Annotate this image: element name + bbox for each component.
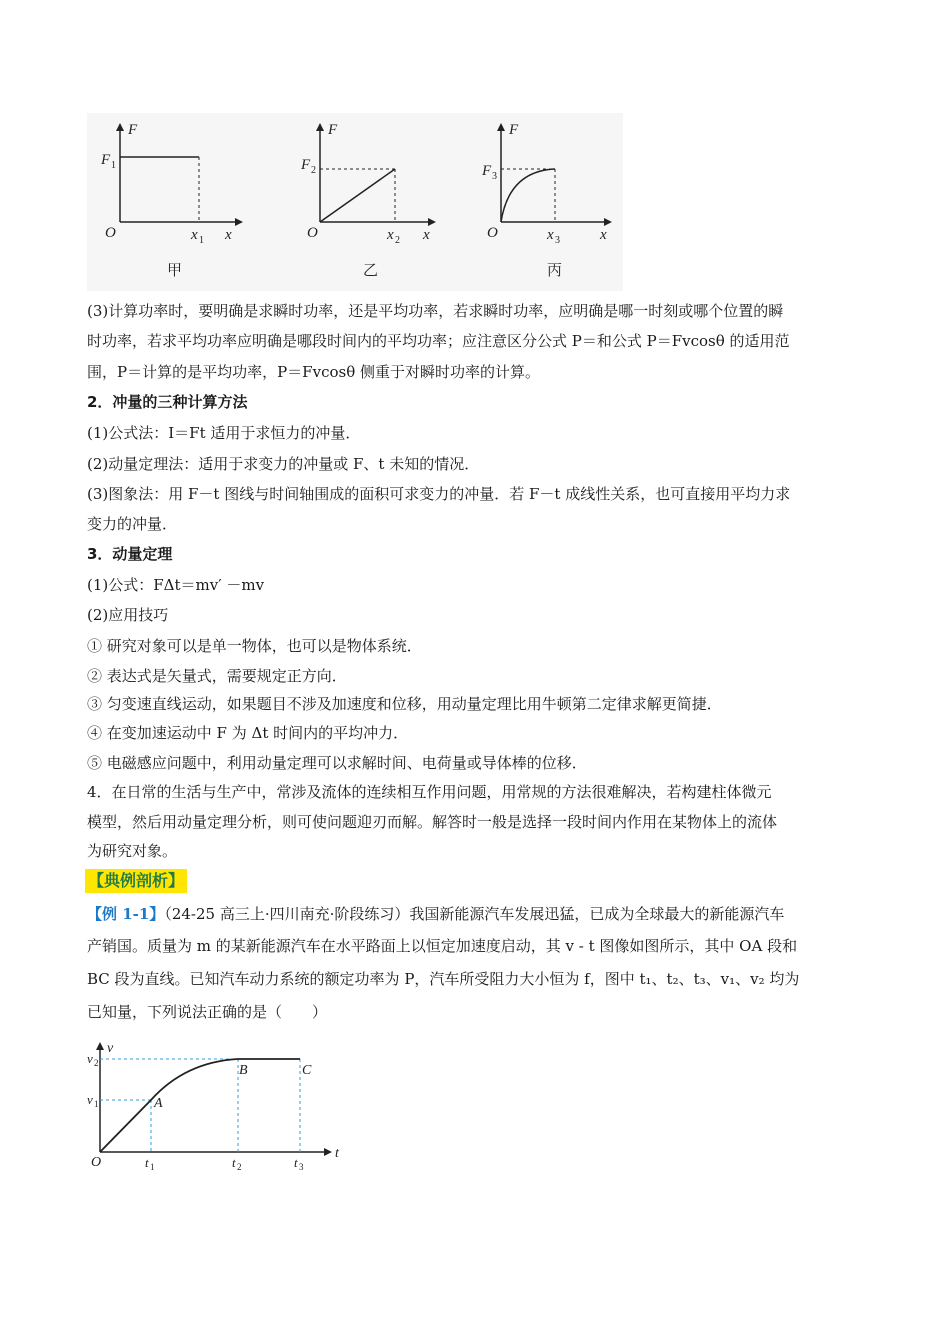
example-line-3: BC 段为直线。已知汽车动力系统的额定功率为 P，汽车所受阻力大小恒为 f，图中 t₁、t₂、t₃、v₁、v₂ 均为 bbox=[87, 970, 800, 988]
example-line-1 bbox=[87, 899, 784, 929]
v2-sub: 2 bbox=[94, 1058, 99, 1068]
axis-label-x: x bbox=[225, 227, 232, 243]
vt-graph-svg bbox=[85, 1040, 345, 1175]
method-graph-line-1: (3)图象法：用 F－t 图线与时间轴围成的面积可求变力的冲量．若 F－t 成线性关系，也可直接用平均力求 bbox=[87, 485, 791, 503]
point-b-label: B bbox=[239, 1063, 248, 1078]
heading-momentum-theorem: 3．动量定理 bbox=[87, 545, 173, 563]
linear-force-line bbox=[320, 169, 395, 222]
graph-jia bbox=[100, 122, 243, 279]
method-theorem: (2)动量定理法：适用于求变力的冲量或 F、t 未知的情况． bbox=[87, 455, 480, 473]
fx-graphs-svg bbox=[87, 113, 623, 291]
tip-5: ⑤ 电磁感应问题中，利用动量定理可以求解时间、电荷量或导体棒的位移． bbox=[87, 754, 587, 772]
point-c-label: C bbox=[302, 1063, 312, 1078]
level-sub: 2 bbox=[311, 165, 316, 176]
example-line-4: 已知量，下列说法正确的是（ ） bbox=[87, 1003, 328, 1021]
level-label: F bbox=[301, 157, 311, 173]
origin-label: O bbox=[487, 225, 498, 241]
guide-lines bbox=[100, 1059, 300, 1152]
tip-3: ③ 匀变速直线运动，如果题目不涉及加速度和位移，用动量定理比用牛顿第二定律求解更简捷． bbox=[87, 695, 722, 713]
caption: 丙 bbox=[547, 261, 563, 279]
level-sub: 1 bbox=[111, 160, 116, 171]
mark-label: x bbox=[547, 227, 554, 243]
section-tag-examples: 【典例剖析】 bbox=[85, 869, 187, 893]
example-source: （24-25 高三上·四川南充·阶段练习）我国新能源汽车发展迅猛，已成为全球最大的新能源汽车 bbox=[164, 905, 785, 923]
tip-2: ② 表达式是矢量式，需要规定正方向． bbox=[87, 667, 347, 685]
level-sub: 3 bbox=[492, 171, 497, 182]
mark-sub: 2 bbox=[395, 235, 400, 246]
origin-label: O bbox=[105, 225, 116, 241]
tip-4: ④ 在变加速运动中 F 为 Δt 时间内的平均冲力． bbox=[87, 724, 409, 742]
velocity-time-figure bbox=[85, 1040, 345, 1179]
t1-sub: 1 bbox=[150, 1162, 155, 1172]
v1-sub: 1 bbox=[94, 1099, 99, 1109]
v2-label: v bbox=[87, 1051, 93, 1066]
t2-label: t bbox=[232, 1155, 236, 1170]
axis-label-f: F bbox=[509, 122, 519, 138]
axis-label-f: F bbox=[328, 122, 338, 138]
v1-label: v bbox=[87, 1092, 93, 1107]
origin-label: O bbox=[91, 1155, 102, 1170]
theorem-formula: (1)公式：FΔt＝mv′ －mv bbox=[87, 576, 265, 594]
axis-label-x: x bbox=[423, 227, 430, 243]
velocity-curve bbox=[100, 1059, 300, 1152]
para-4-line-2: 模型，然后用动量定理分析，则可使问题迎刃而解。解答时一般是选择一段时间内作用在某物体上的流体 bbox=[87, 813, 778, 831]
mark-sub: 3 bbox=[555, 235, 560, 246]
theorem-tips-title: (2)应用技巧 bbox=[87, 606, 169, 624]
force-displacement-figure bbox=[87, 113, 623, 291]
caption: 甲 bbox=[167, 261, 183, 279]
para-4-line-1: 4．在日常的生活与生产中，常涉及流体的连续相互作用问题，用常规的方法很难解决，若构建柱体微元 bbox=[87, 783, 772, 801]
t3-label: t bbox=[294, 1155, 298, 1170]
method-graph-line-2: 变力的冲量． bbox=[87, 515, 178, 533]
method-formula: (1)公式法：I＝Ft 适用于求恒力的冲量． bbox=[87, 424, 361, 442]
axis-label-x: x bbox=[600, 227, 607, 243]
axis-label-f: F bbox=[128, 122, 138, 138]
example-line-2: 产销国。质量为 m 的某新能源汽车在水平路面上以恒定加速度启动，其 v - t 图像如图所示，其中 OA 段和 bbox=[87, 937, 798, 955]
graph-bing bbox=[481, 122, 612, 279]
axis-label-v: v bbox=[107, 1041, 114, 1056]
level-label: F bbox=[482, 163, 492, 179]
t1-label: t bbox=[145, 1155, 149, 1170]
heading-impulse-methods: 2．冲量的三种计算方法 bbox=[87, 393, 248, 411]
t3-sub: 3 bbox=[299, 1162, 304, 1172]
point-a-label: A bbox=[154, 1096, 163, 1111]
para-3-line-2: 时功率，若求平均功率应明确是哪段时间内的平均功率；应注意区分公式 P＝和公式 P＝Fvcosθ 的适用范 bbox=[87, 332, 790, 350]
para-4-line-3: 为研究对象。 bbox=[87, 842, 178, 860]
para-3-line-1: (3)计算功率时，要明确是求瞬时功率，还是平均功率，若求瞬时功率，应明确是哪一时刻或哪个位置的瞬 bbox=[87, 302, 784, 320]
graph-yi bbox=[300, 122, 436, 279]
mark-sub: 1 bbox=[199, 235, 204, 246]
origin-label: O bbox=[307, 225, 318, 241]
para-3-line-3: 围，P＝计算的是平均功率，P＝Fvcosθ 侧重于对瞬时功率的计算。 bbox=[87, 363, 540, 381]
level-label: F bbox=[101, 152, 111, 168]
mark-label: x bbox=[191, 227, 198, 243]
t2-sub: 2 bbox=[237, 1162, 242, 1172]
concave-force-curve bbox=[501, 169, 555, 222]
mark-label: x bbox=[387, 227, 394, 243]
tip-1: ① 研究对象可以是单一物体，也可以是物体系统． bbox=[87, 637, 422, 655]
example-label: 【例 1-1】 bbox=[87, 905, 165, 923]
caption: 乙 bbox=[363, 261, 379, 279]
axis-label-t: t bbox=[335, 1146, 339, 1161]
